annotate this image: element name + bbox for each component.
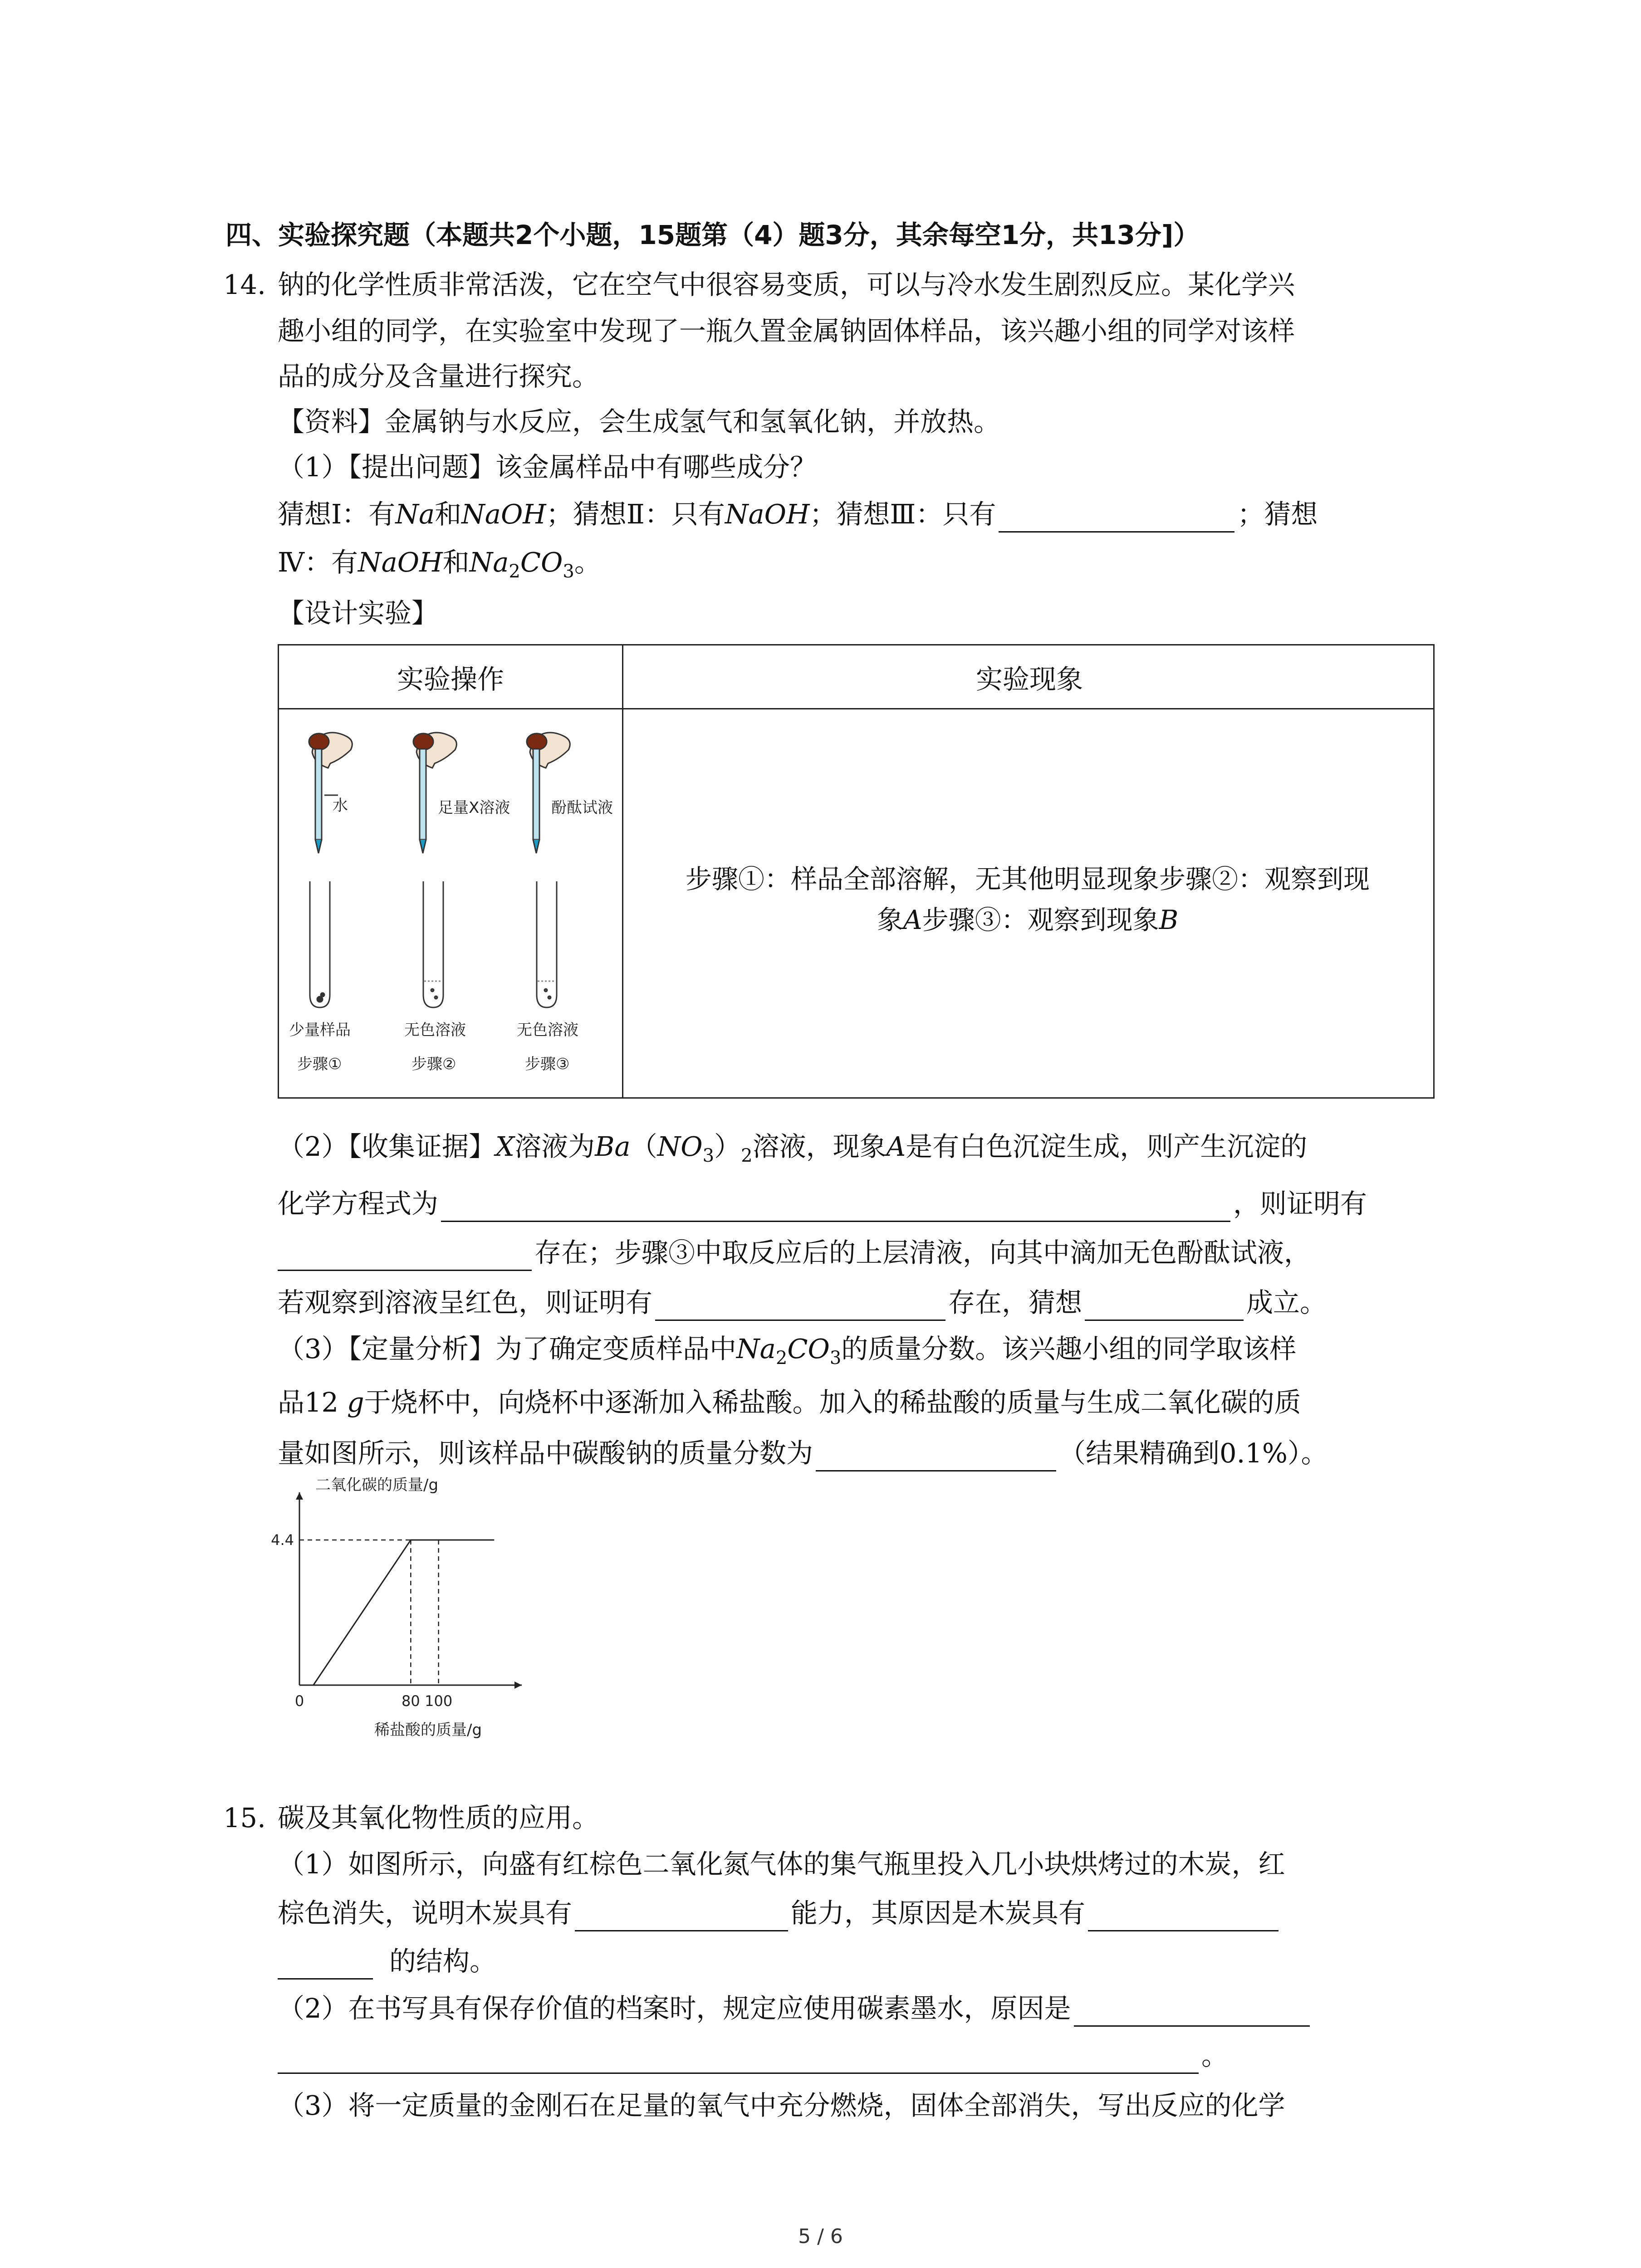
q15-part2-line-2: 。 [278,2038,1228,2074]
graph-ylabel: 二氧化碳的质量/g [315,1476,439,1494]
test-tube-1 [310,881,330,1007]
exists-blank-1[interactable] [278,1243,532,1271]
q14-part2-line-2: 化学方程式为 ，则证明有 [278,1186,1367,1222]
q14-part3-line-2: 品12 g于烧杯中，向烧杯中逐渐加入稀盐酸。加入的稀盐酸的质量与生成二氧化碳的质 [278,1387,1301,1418]
co2-series-line [314,1540,495,1685]
q14-part2-line-4: 若观察到溶液呈红色，则证明有 存在，猜想 成立。 [278,1285,1327,1321]
table-header-operation: 实验操作 [397,663,504,695]
label-water: 水 [333,797,348,815]
q15-part2-line-1: （2）在书写具有保存价值的档案时，规定应使用碳素墨水，原因是 [278,1990,1313,2027]
experiment-table [278,644,1435,1099]
q15-part1-line-2: 棕色消失，说明木炭具有 能力，其原因是木炭具有 [278,1895,1281,1931]
graph-xlabel: 稀盐酸的质量/g [374,1721,482,1739]
q14-part2-line-1: （2）【收集证据】X溶液为$Ba(NO_3)_2$溶液，现象A是有白色沉淀生成，则产生沉淀的 [278,1131,1308,1166]
table-observation: 步骤①：样品全部溶解，无其他明显现象步骤②：观察到现 象A步骤③：观察到现象B [685,864,1370,935]
q15-part1-line-1: （1）如图所示，向盛有红棕色二氧化氮气体的集气瓶里投入几小块烘烤过的木炭，红 [278,1848,1285,1880]
graph-x-arrow [514,1681,522,1689]
reason-blank-a[interactable] [1074,1999,1310,2027]
x-tick-0: 0 [294,1692,304,1710]
page-number: 5 / 6 [798,2225,843,2248]
q14-intro-line-3: 品的成分及含量进行探究。 [278,361,599,392]
guess3-blank[interactable] [999,505,1234,533]
q14-intro-line-2: 趣小组的同学，在实验室中发现了一瓶久置金属钠固体样品，该兴趣小组的同学对该样 [278,315,1295,347]
label-step-2: 步骤② [411,1055,456,1073]
q14-intro-line-1: 钠的化学性质非常活泼，它在空气中很容易变质，可以与冷水发生剧烈反应。某化学兴 [278,269,1295,300]
q15-number: 15. [223,1802,266,1833]
dropper-hand-2 [413,733,456,853]
x-tick-80: 80 [401,1692,420,1710]
ability-blank[interactable] [575,1904,788,1931]
q14-info: 【资料】金属钠与水反应，会生成氢气和氢氧化钠，并放热。 [278,406,1001,437]
guess-blank[interactable] [1085,1293,1244,1321]
label-phenol: 酚酞试液 [551,799,613,817]
equation-blank[interactable] [441,1194,1230,1222]
q14-part3-line-3: 量如图所示，则该样品中碳酸钠的质量分数为 （结果精确到0.1%）。 [278,1435,1327,1471]
label-step-3: 步骤③ [525,1055,570,1073]
q14-guess-line-1: 猜想Ⅰ：有Na和NaOH；猜想Ⅱ：只有NaOH；猜想Ⅲ：只有 ；猜想 [278,496,1318,533]
q14-part3-line-1: （3）【定量分析】为了确定变质样品中$Na_2CO_3$的质量分数。该兴趣小组的同学取该样 [278,1333,1297,1369]
section-title: 四、实验探究题（本题共2个小题，15题第（4）题3分，其余每空1分，共13分]） [225,220,1200,250]
structure-blank-a[interactable] [1088,1904,1279,1931]
reason-blank-b[interactable] [278,2046,1199,2074]
label-step-1: 步骤① [297,1055,342,1073]
q14-part2-line-3: 存在；步骤③中取反应后的上层清液，向其中滴加无色酚酞试液， [278,1235,1311,1271]
q14-part1-question: （1）【提出问题】该金属样品中有哪些成分？ [278,451,817,483]
test-tube-illustration [279,709,622,1099]
q15-part3-line-1: （3）将一定质量的金刚石在足量的氧气中充分燃烧，固体全部消失，写出反应的化学 [278,2090,1285,2121]
co2-graph [254,1474,572,1755]
exists-blank-2[interactable] [655,1293,945,1321]
label-colorless-2: 无色溶液 [517,1021,578,1039]
y-tick-4.4: 4.4 [271,1531,294,1549]
q14-design-heading: 【设计实验】 [278,597,439,629]
structure-blank-b[interactable] [278,1952,373,1980]
q15-title: 碳及其氧化物性质的应用。 [278,1802,599,1833]
q14-number: 14. [223,269,266,300]
label-x-solution: 足量X溶液 [438,799,510,817]
x-tick-100: 100 [425,1692,453,1710]
label-colorless-1: 无色溶液 [404,1021,466,1039]
percentage-blank[interactable] [816,1444,1056,1471]
table-header-phenomenon: 实验现象 [975,663,1083,695]
graph-y-arrow [296,1492,303,1500]
q14-guess-line-2: Ⅳ：有NaOH和$Na_2CO_3$。 [278,547,601,582]
q15-part1-line-3: 的结构。 [278,1943,496,1980]
dropper-hand-3 [527,733,570,853]
test-tube-2 [423,881,443,1007]
label-sample: 少量样品 [289,1021,351,1039]
test-tube-3 [537,881,557,1007]
